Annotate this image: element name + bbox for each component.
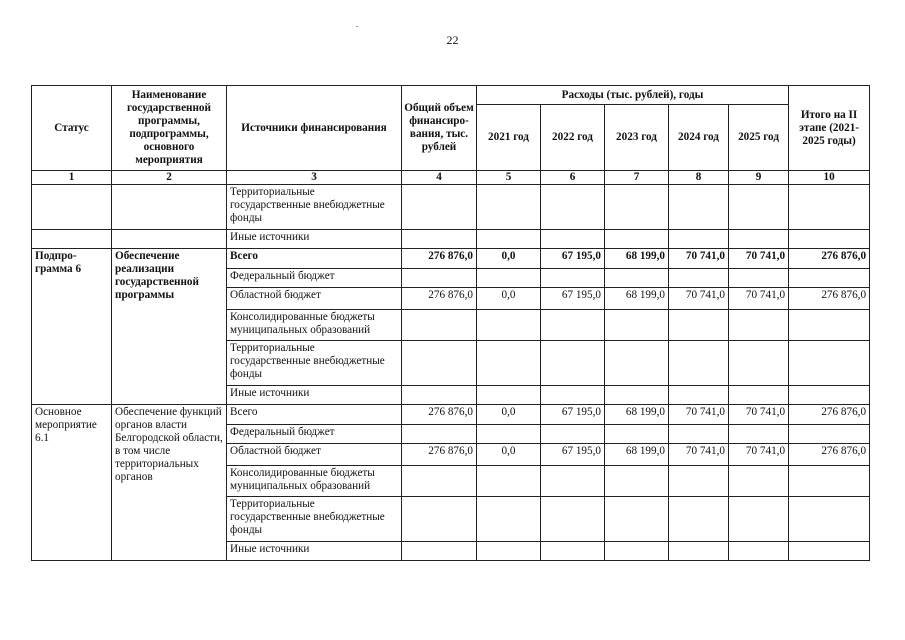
source-cell: Иные источники bbox=[227, 386, 402, 405]
table-row bbox=[32, 405, 870, 425]
status-cell: Подпро-грамма 6 bbox=[32, 249, 112, 405]
value-cell bbox=[541, 386, 605, 405]
name-cell bbox=[112, 185, 227, 230]
value-cell bbox=[477, 185, 541, 230]
source-cell: Областной бюджет bbox=[227, 288, 402, 310]
value-cell bbox=[729, 310, 789, 341]
value-cell: 276 876,0 bbox=[402, 288, 477, 310]
value-cell bbox=[541, 230, 605, 249]
source-cell: Иные источники bbox=[227, 230, 402, 249]
column-number: 8 bbox=[669, 171, 729, 185]
source-cell: Консолидированные бюджеты муниципальных образований bbox=[227, 466, 402, 497]
value-cell bbox=[789, 386, 870, 405]
source-cell: Территориальные государственные внебюджетные фонды bbox=[227, 185, 402, 230]
value-cell: 68 199,0 bbox=[605, 288, 669, 310]
value-cell bbox=[789, 497, 870, 542]
value-cell bbox=[605, 341, 669, 386]
source-cell: Иные источники bbox=[227, 542, 402, 561]
value-cell: 70 741,0 bbox=[669, 444, 729, 466]
source-cell: Всего bbox=[227, 249, 402, 269]
value-cell bbox=[789, 269, 870, 288]
value-cell bbox=[605, 185, 669, 230]
value-cell bbox=[789, 185, 870, 230]
value-cell bbox=[605, 466, 669, 497]
value-cell bbox=[402, 497, 477, 542]
header-year: 2021 год bbox=[477, 105, 541, 171]
value-cell bbox=[402, 269, 477, 288]
value-cell bbox=[605, 230, 669, 249]
column-number: 3 bbox=[227, 171, 402, 185]
value-cell bbox=[477, 542, 541, 561]
source-cell: Территориальные государственные внебюджетные фонды bbox=[227, 341, 402, 386]
header-expenses: Расходы (тыс. рублей), годы bbox=[477, 86, 789, 105]
header-total-volume: Общий объем финансиро-вания, тыс. рублей bbox=[402, 86, 477, 171]
column-number: 1 bbox=[32, 171, 112, 185]
source-cell: Областной бюджет bbox=[227, 444, 402, 466]
source-cell: Всего bbox=[227, 405, 402, 425]
value-cell: 0,0 bbox=[477, 444, 541, 466]
value-cell: 68 199,0 bbox=[605, 405, 669, 425]
value-cell: 70 741,0 bbox=[729, 444, 789, 466]
header-year: 2022 год bbox=[541, 105, 605, 171]
table-row bbox=[32, 249, 870, 269]
source-cell: Федеральный бюджет bbox=[227, 425, 402, 444]
value-cell: 0,0 bbox=[477, 288, 541, 310]
value-cell: 68 199,0 bbox=[605, 249, 669, 269]
value-cell bbox=[789, 310, 870, 341]
value-cell: 67 195,0 bbox=[541, 249, 605, 269]
value-cell: 67 195,0 bbox=[541, 405, 605, 425]
name-cell bbox=[112, 230, 227, 249]
value-cell bbox=[789, 341, 870, 386]
value-cell bbox=[789, 425, 870, 444]
value-cell bbox=[669, 542, 729, 561]
header-name: Наименование государственной программы, подпрограммы, основного мероприятия bbox=[112, 86, 227, 171]
value-cell: 276 876,0 bbox=[789, 249, 870, 269]
value-cell bbox=[402, 341, 477, 386]
value-cell bbox=[669, 466, 729, 497]
value-cell: 276 876,0 bbox=[789, 288, 870, 310]
value-cell bbox=[669, 185, 729, 230]
value-cell: 276 876,0 bbox=[789, 444, 870, 466]
value-cell: 70 741,0 bbox=[729, 288, 789, 310]
value-cell bbox=[402, 185, 477, 230]
value-cell bbox=[605, 386, 669, 405]
value-cell bbox=[729, 425, 789, 444]
value-cell bbox=[669, 341, 729, 386]
value-cell: 68 199,0 bbox=[605, 444, 669, 466]
value-cell bbox=[477, 466, 541, 497]
value-cell bbox=[789, 542, 870, 561]
value-cell bbox=[729, 230, 789, 249]
header-sources: Источники финансирования bbox=[227, 86, 402, 171]
value-cell bbox=[605, 310, 669, 341]
value-cell bbox=[477, 341, 541, 386]
value-cell: 0,0 bbox=[477, 405, 541, 425]
status-cell bbox=[32, 230, 112, 249]
value-cell bbox=[541, 466, 605, 497]
value-cell bbox=[789, 466, 870, 497]
value-cell bbox=[541, 341, 605, 386]
value-cell bbox=[541, 497, 605, 542]
financing-table bbox=[31, 85, 870, 561]
value-cell: 276 876,0 bbox=[402, 405, 477, 425]
value-cell bbox=[729, 466, 789, 497]
table-row bbox=[32, 230, 870, 249]
column-number: 7 bbox=[605, 171, 669, 185]
value-cell bbox=[477, 497, 541, 542]
value-cell bbox=[669, 497, 729, 542]
value-cell bbox=[402, 310, 477, 341]
value-cell bbox=[669, 386, 729, 405]
value-cell bbox=[669, 310, 729, 341]
value-cell bbox=[477, 425, 541, 444]
header-year: 2023 год bbox=[605, 105, 669, 171]
value-cell bbox=[477, 386, 541, 405]
value-cell bbox=[669, 230, 729, 249]
column-number: 9 bbox=[729, 171, 789, 185]
source-cell: Территориальные государственные внебюджетные фонды bbox=[227, 497, 402, 542]
status-cell: Основное мероприятие 6.1 bbox=[32, 405, 112, 561]
value-cell bbox=[729, 497, 789, 542]
value-cell bbox=[789, 230, 870, 249]
value-cell bbox=[541, 425, 605, 444]
value-cell bbox=[729, 542, 789, 561]
value-cell: 276 876,0 bbox=[789, 405, 870, 425]
program-name-cell: Обеспечение функций органов власти Белгородской области, в том числе территориальных органов bbox=[112, 405, 227, 561]
value-cell bbox=[669, 269, 729, 288]
header-itogo: Итого на II этапе (2021-2025 годы) bbox=[789, 86, 870, 171]
value-cell: 70 741,0 bbox=[729, 405, 789, 425]
value-cell: 70 741,0 bbox=[669, 249, 729, 269]
value-cell bbox=[605, 425, 669, 444]
column-number: 4 bbox=[402, 171, 477, 185]
value-cell: 70 741,0 bbox=[669, 405, 729, 425]
program-name-cell: Обеспечение реализации государственной программы bbox=[112, 249, 227, 405]
header-year: 2024 год bbox=[669, 105, 729, 171]
value-cell bbox=[402, 466, 477, 497]
page-number: 22 bbox=[446, 33, 459, 47]
value-cell bbox=[402, 230, 477, 249]
value-cell bbox=[477, 310, 541, 341]
value-cell bbox=[477, 230, 541, 249]
column-number: 5 bbox=[477, 171, 541, 185]
value-cell bbox=[541, 310, 605, 341]
header-status: Статус bbox=[32, 86, 112, 171]
value-cell: 67 195,0 bbox=[541, 444, 605, 466]
column-number: 6 bbox=[541, 171, 605, 185]
value-cell bbox=[729, 386, 789, 405]
source-cell: Федеральный бюджет bbox=[227, 269, 402, 288]
source-cell: Консолидированные бюджеты муниципальных образований bbox=[227, 310, 402, 341]
value-cell bbox=[605, 542, 669, 561]
value-cell bbox=[729, 341, 789, 386]
value-cell: 276 876,0 bbox=[402, 249, 477, 269]
value-cell bbox=[477, 269, 541, 288]
value-cell bbox=[402, 542, 477, 561]
value-cell bbox=[729, 269, 789, 288]
value-cell: 70 741,0 bbox=[669, 288, 729, 310]
value-cell: 276 876,0 bbox=[402, 444, 477, 466]
table-row bbox=[32, 185, 870, 230]
value-cell bbox=[402, 386, 477, 405]
value-cell bbox=[729, 185, 789, 230]
column-number: 2 bbox=[112, 171, 227, 185]
value-cell bbox=[541, 542, 605, 561]
header-year: 2025 год bbox=[729, 105, 789, 171]
column-numbers-row bbox=[32, 171, 870, 185]
status-cell bbox=[32, 185, 112, 230]
value-cell bbox=[605, 497, 669, 542]
value-cell bbox=[402, 425, 477, 444]
scan-mark bbox=[356, 26, 358, 27]
value-cell: 70 741,0 bbox=[729, 249, 789, 269]
value-cell bbox=[541, 269, 605, 288]
column-number: 10 bbox=[789, 171, 870, 185]
header-row bbox=[32, 86, 870, 105]
value-cell: 0,0 bbox=[477, 249, 541, 269]
value-cell bbox=[541, 185, 605, 230]
value-cell bbox=[605, 269, 669, 288]
value-cell: 67 195,0 bbox=[541, 288, 605, 310]
value-cell bbox=[669, 425, 729, 444]
